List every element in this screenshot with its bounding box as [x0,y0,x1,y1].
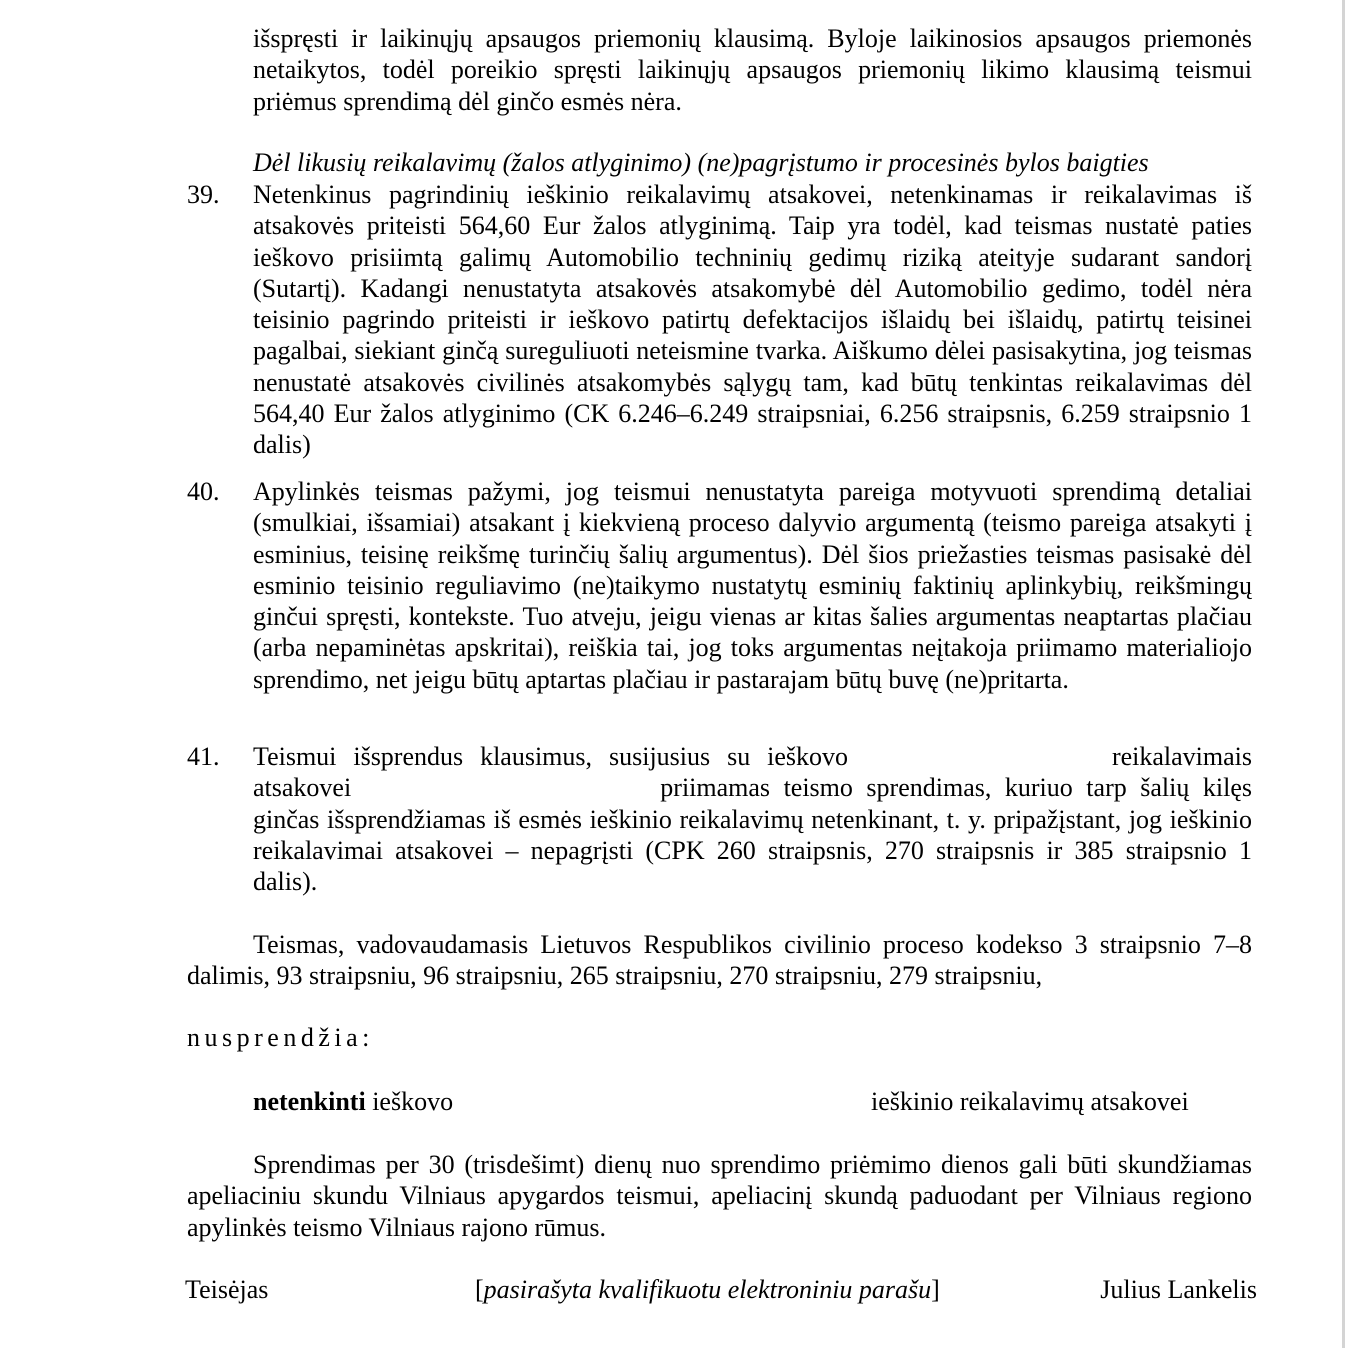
electronic-signature-note [475,1274,940,1305]
numbered-paragraph-41 [187,741,1252,897]
appeal-paragraph: Sprendimas per 30 (trisdešimt) dienų nuo sprendimo priėmimo dienos gali būti skundžiamas apeliaciniu skundu Vilniaus apygardos teismui, apeliacinį skundą paduodant per Vilniaus regiono apylinkės teismo Vilniaus rajono rūmus. [187,1150,1252,1242]
bracket-close: ] [931,1275,940,1304]
paragraph-text-part: Teismui išsprendus klausimus, susijusius su ieškovo [253,742,849,771]
resolution-verb: netenkinti [253,1087,366,1116]
intro-paragraph: išspręsti ir laikinųjų apsaugos priemonių klausimą. Byloje laikinosios apsaugos priemonės netaikytos, todėl poreikio spręsti laikinųjų apsaugos priemonių likimo klausimą teismui priėmus sprendimą dėl ginčo esmės nėra. [253,24,1252,116]
resolution-text-end: ieškinio reikalavimų atsakovei [871,1087,1189,1116]
redacted-name [865,745,1095,765]
section-heading: Dėl likusių reikalavimų (žalos atlyginimo) (ne)pagrįstumo ir procesinės bylos baigties [253,148,1149,177]
signature-line [185,1274,1257,1308]
paragraph-number: 40. [187,477,220,506]
numbered-paragraph-40 [187,476,1252,695]
resolution-line [253,1086,1263,1118]
paragraph-text-part: reikalavimais atsakovei [253,742,1252,803]
paragraph-number: 39. [187,180,220,209]
paragraph-text: Apylinkės teismas pažymi, jog teismui nenustatyta pareiga motyvuoti sprendimą detaliai (smulkiai, išsamiai) atsakant į kiekvieną proceso dalyvio argumentą (teismo pareiga atsakyti į esminius, teisinę reikšmę turinčių šalių argumentus). Dėl šios priežasties teismas pasisakė dėl esminio teisinio reguliavimo (ne)taikymo nustatytų esminių faktinių aplinkybių, reikšmingų ginčui spręsti, kontekste. Tuo atveju, jeigu vienas ar kitas šalies argumentas neaptartas plačiau (arba nepaminėtas apskritai), reiškia tai, jog toks argumentas neįtakoja priimamo materialiojo sprendimo, net jeigu būtų aptartas plačiau ir pastarajam būtų buvę (ne)pritarta. [253,477,1252,694]
paragraph-text [253,741,1252,897]
numbered-paragraph-39 [187,179,1252,461]
judge-role: Teisėjas [185,1275,269,1304]
judge-name: Julius Lankelis [1100,1275,1257,1304]
paragraph-number: 41. [187,742,220,771]
legal-basis-paragraph: Teismas, vadovaudamasis Lietuvos Respublikos civilinio proceso kodekso 3 straipsnio 7–8 dalimis, 93 straipsniu, 96 straipsniu, 265 straipsniu, 270 straipsniu, 279 straipsniu, [187,930,1252,991]
redacted-name [365,776,647,796]
paragraph-text-part: priimamas teismo sprendimas, kuriuo tarp šalių kilęs ginčas išsprendžiamas iš esmės ieškinio reikalavimų netenkinant, t. y. pripažįstant, jog ieškinio reikalavimai atsakovei – nepagrįsti (CPK 260 straipsnis, 270 straipsnis ir 385 straipsnio 1 dalis). [253,773,1253,897]
signature-note-text: pasirašyta kvalifikuotu elektroniniu parašu [483,1275,932,1304]
resolution-text-start [253,1086,453,1117]
decides-label: nusprendžia: [187,1023,374,1052]
resolution-text: ieškovo [372,1087,454,1116]
bracket-open: [ [475,1275,484,1304]
paragraph-text: Netenkinus pagrindinių ieškinio reikalavimų atsakovei, netenkinamas ir reikalavimas iš atsakovės priteisti 564,60 Eur žalos atlyginimą. Taip yra todėl, kad teismas nustatė paties ieškovo prisiimtą galimų Automobilio techninių gedimų riziką ateityje sudarant sandorį (Sutartį). Kadangi nenustatyta atsakovės atsakomybė dėl Automobilio gedimo, todėl nėra teisinio pagrindo priteisti ir ieškovo patirtų defektacijos išlaidų bei išlaidų, patirtų teisinei pagalbai, siekiant ginčą sureguliuoti neteismine tvarka. Aiškumo dėlei pasisakytina, jog teismas nenustatė atsakovės civilinės atsakomybės sąlygų tam, kad būtų tenkintas reikalavimas dėl 564,40 Eur žalos atlyginimo (CK 6.246–6.249 straipsniai, 6.256 straipsnis, 6.259 straipsnio 1 dalis) [253,180,1252,460]
page-edge-divider [1342,0,1345,1348]
